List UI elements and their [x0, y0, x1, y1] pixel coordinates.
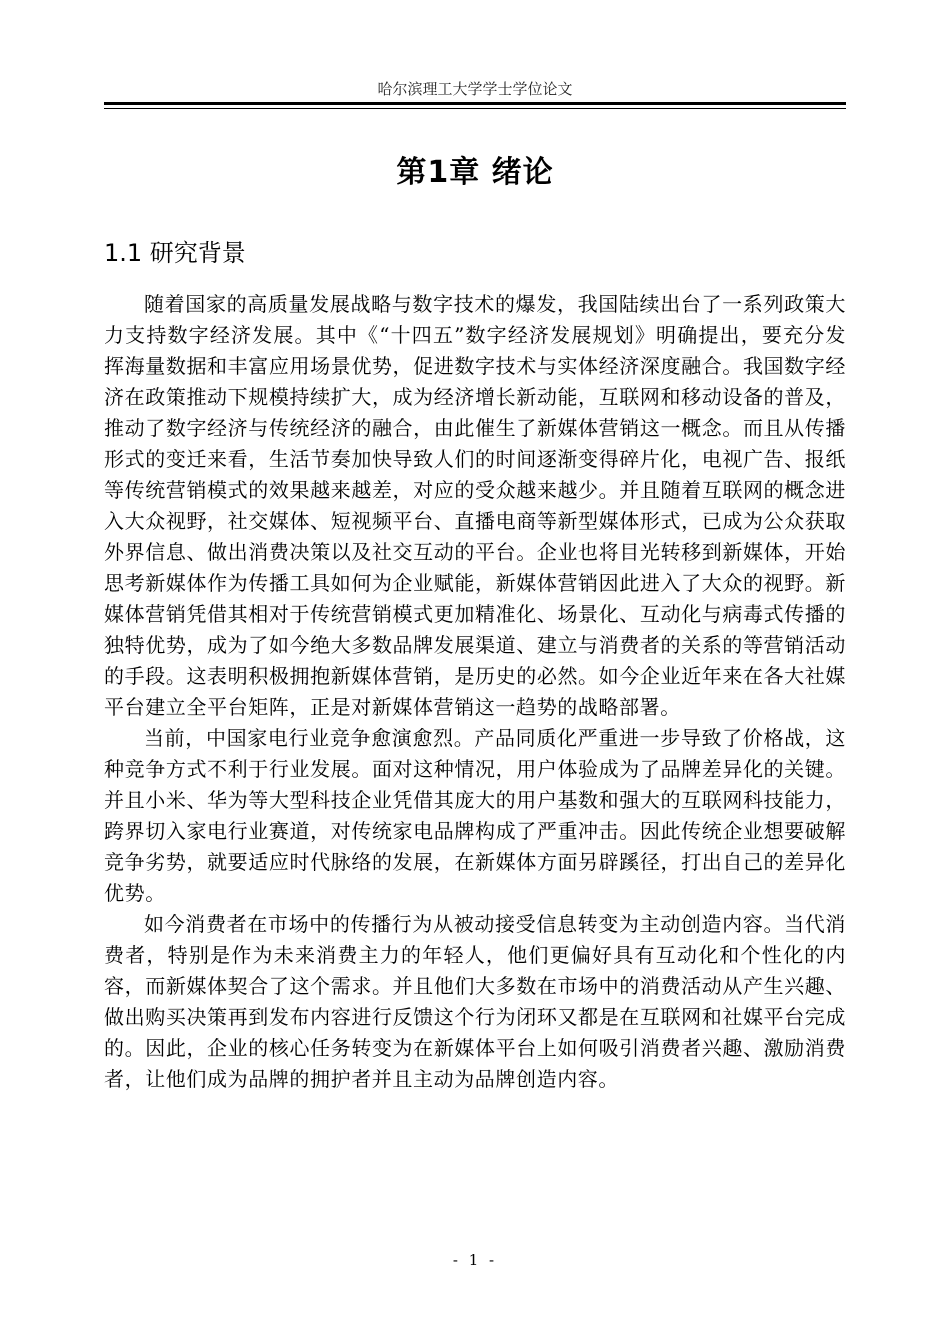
page-number: - 1 - — [452, 1251, 498, 1269]
header-rule-thin — [104, 108, 846, 109]
running-header: 哈尔滨理工大学学士学位论文 — [377, 80, 573, 98]
section-title: 1.1 研究背景 — [104, 239, 246, 267]
chapter-title: 第1章 绪论 — [396, 155, 554, 190]
paragraph-1: 随着国家的高质量发展战略与数字技术的爆发，我国陆续出台了一系列政策大力支持数字经济发展。其中《“十四五”数字经济发展规划》明确提出，要充分发挥海量数据和丰富应用场景优势，促进数字技术与实体经济深度融合。我国数字经济在政策推动下规模持续扩大，成为经济增长新动能，互联网和移动设备的普及，推动了数字经济与传统经济的融合，由此催生了新媒体营销这一概念。而且从传播形式的变迁来看，生活节奏加快导致人们的时间逐渐变得碎片化，电视广告、报纸等传统营销模式的效果越来越差，对应的受众越来越少。并且随着互联网的概念进入大众视野，社交媒体、短视频平台、直播电商等新型媒体形式，已成为公众获取外界信息、做出消费决策以及社交互动的平台。企业也将目光转移到新媒体，开始思考新媒体作为传播工具如何为企业赋能，新媒体营销因此进入了大众的视野。新媒体营销凭借其相对于传统营销模式更加精准化、场景化、互动化与病毒式传播的独特优势，成为了如今绝大多数品牌发展渠道、建立与消费者的关系的等营销活动的手段。这表明积极拥抱新媒体营销，是历史的必然。如今企业近年来在各大社媒平台建立全平台矩阵，正是对新媒体营销这一趋势的战略部署。 — [104, 292, 846, 719]
paragraph-2: 当前，中国家电行业竞争愈演愈烈。产品同质化严重进一步导致了价格战，这种竞争方式不利于行业发展。面对这种情况，用户体验成为了品牌差异化的关键。并且小米、华为等大型科技企业凭借其庞大的用户基数和强大的互联网科技能力，跨界切入家电行业赛道，对传统家电品牌构成了严重冲击。因此传统企业想要破解竞争劣势，就要适应时代脉络的发展，在新媒体方面另辟蹊径，打出自己的差异化优势。 — [104, 726, 846, 905]
body-text — [104, 289, 846, 1095]
header-rule-thick — [104, 102, 846, 105]
paragraph-3: 如今消费者在市场中的传播行为从被动接受信息转变为主动创造内容。当代消费者，特别是作为未来消费主力的年轻人，他们更偏好具有互动化和个性化的内容，而新媒体契合了这个需求。并且他们大多数在市场中的消费活动从产生兴趣、做出购买决策再到发布内容进行反馈这个行为闭环又都是在互联网和社媒平台完成的。因此，企业的核心任务转变为在新媒体平台上如何吸引消费者兴趣、激励消费者，让他们成为品牌的拥护者并且主动为品牌创造内容。 — [104, 912, 846, 1091]
